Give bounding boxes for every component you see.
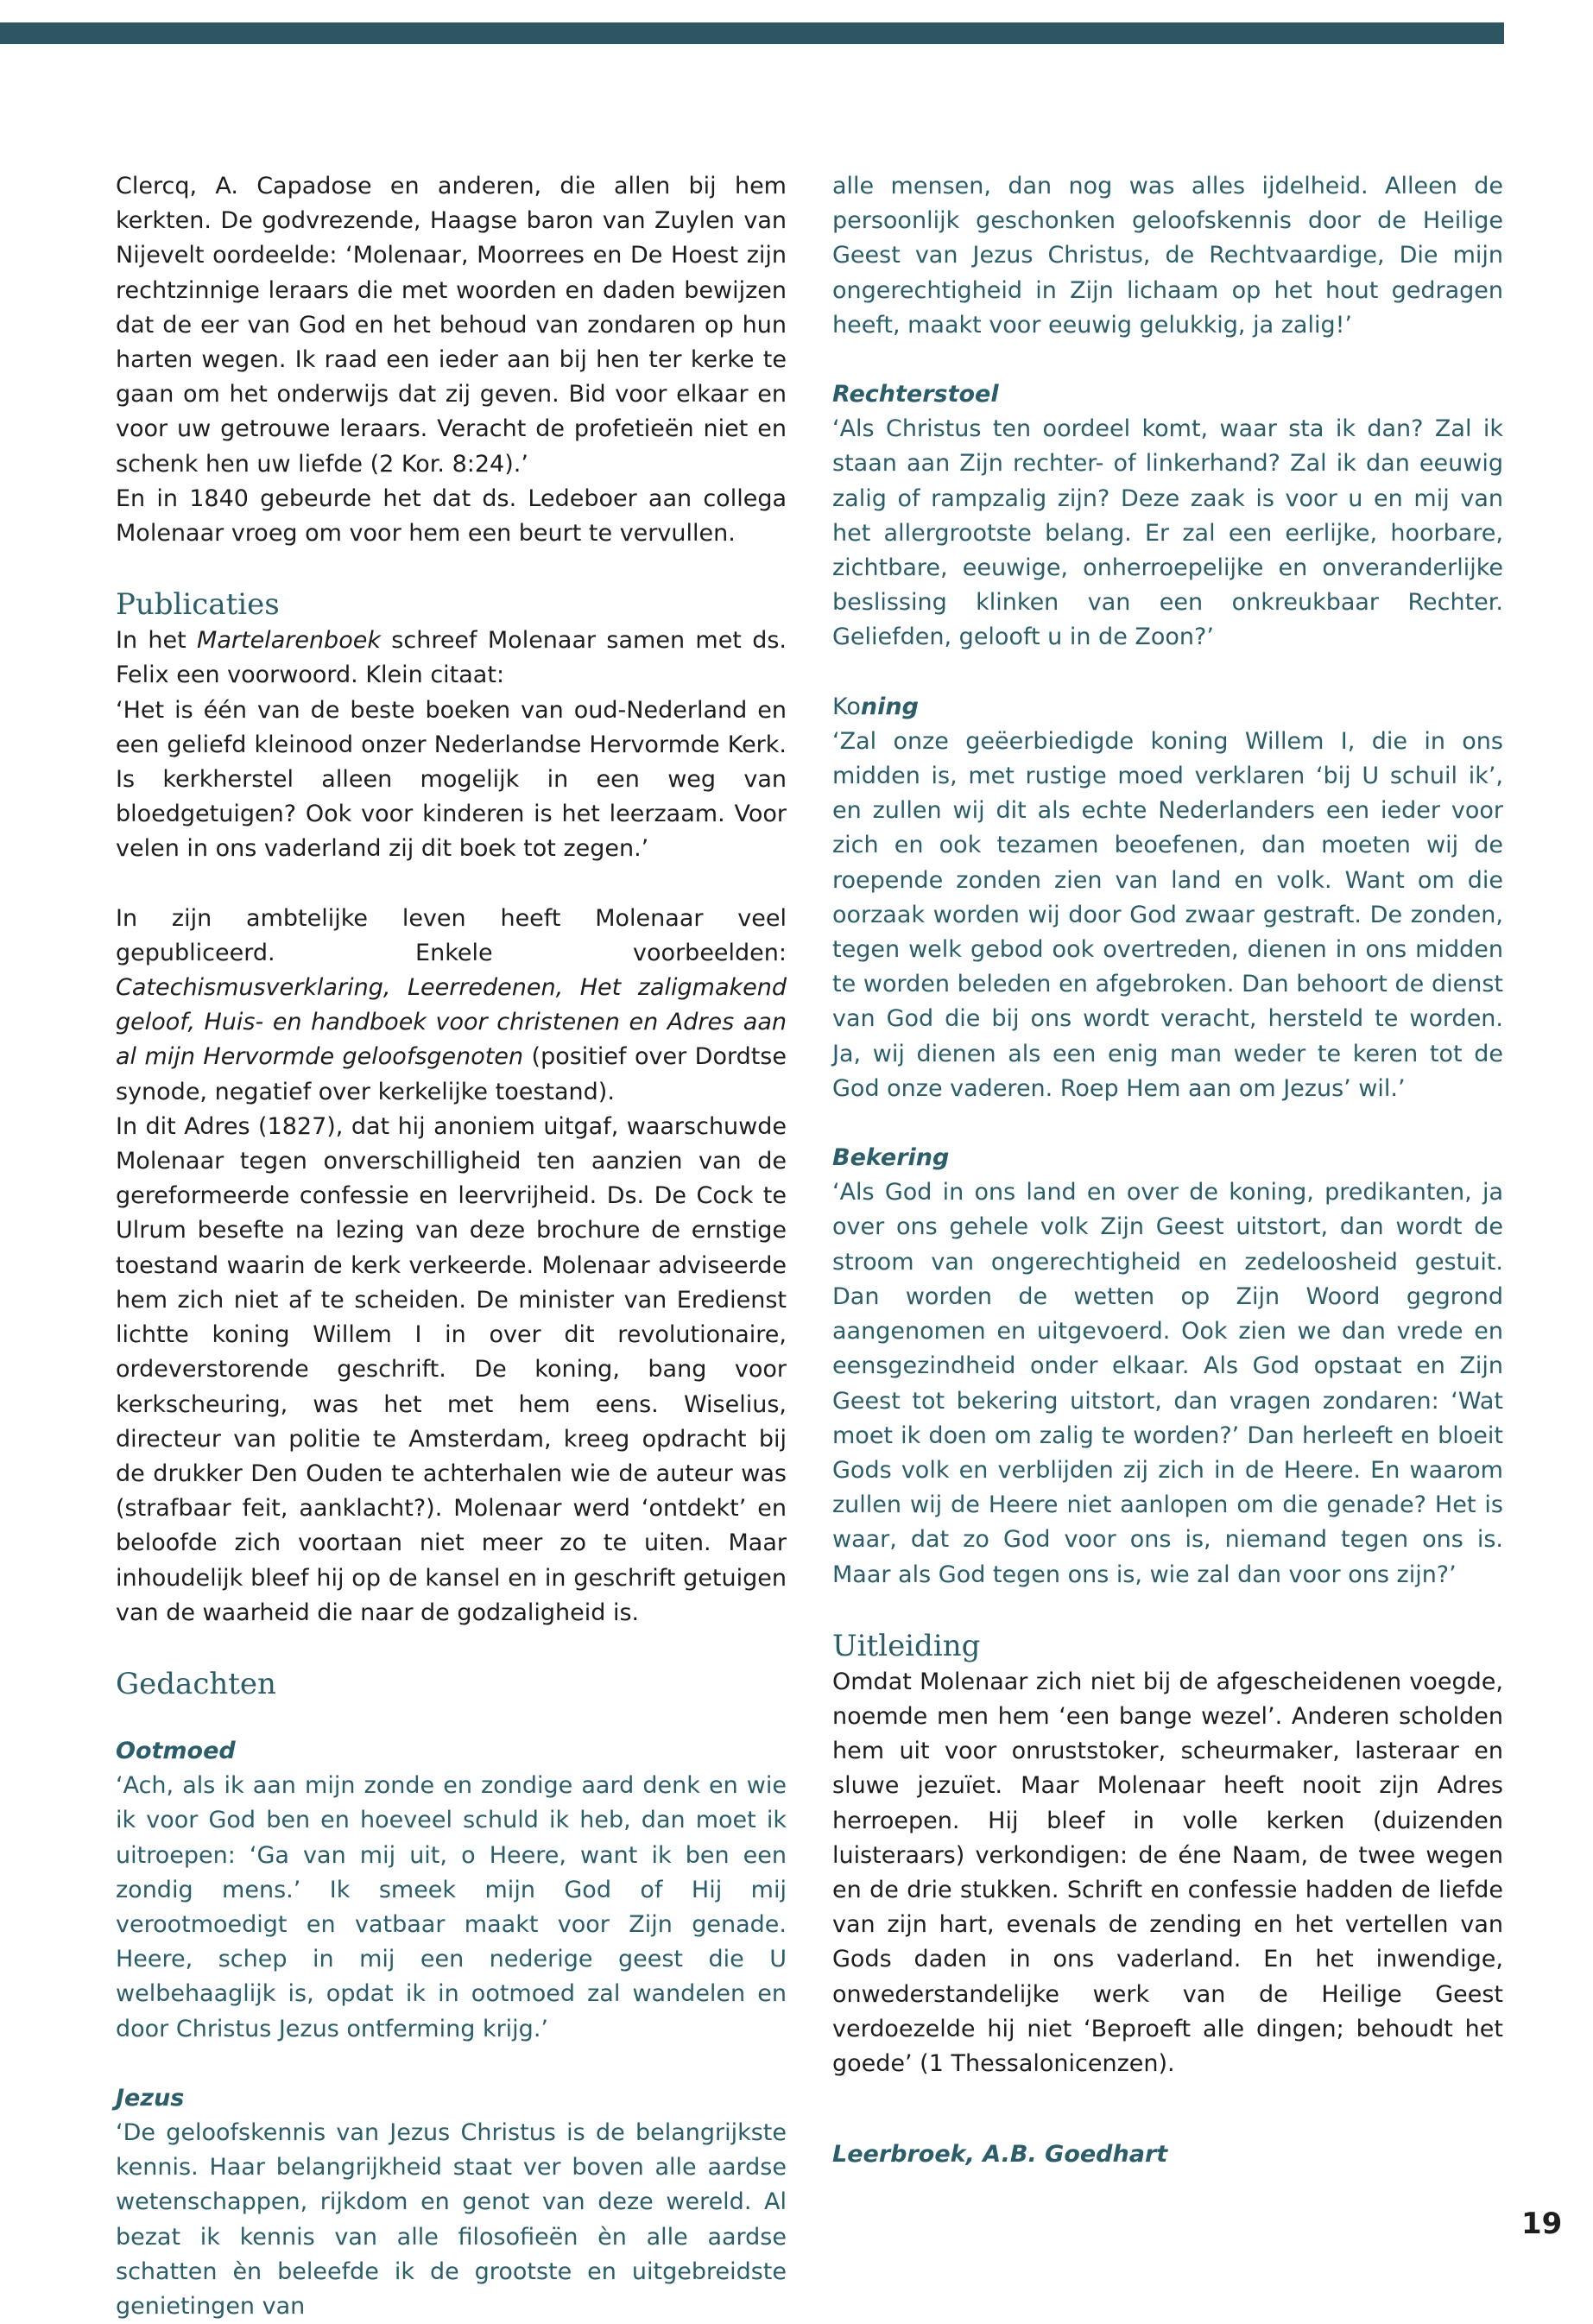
top-color-bar (0, 22, 1504, 44)
publicaties-paragraph-3: In dit Adres (1827), dat hij anoniem uitgaf, waarschuwde Molenaar tegen onverschilligheid ten aanzien van de gereformeerde confessie en leervrijheid. Ds. De Cock te Ulrum besefte na lezing van deze brochure de ernstige toestand waarin de kerk verkeerde. Molenaar adviseerde hem zich niet af te scheiden. De minister van Eredienst lichtte koning Willem I in over dit revolutionaire, ordeverstorende geschrift. De koning, bang voor kerkscheuring, was het met hem eens. Wiselius, directeur van politie te Amsterdam, kreeg opdracht bij de drukker Den Ouden te achterhalen wie de auteur was (strafbaar feit, aanklacht?). Molenaar werd ‘ontdekt’ en beloofde zich voortaan niet meer zo te uiten. Maar inhoudelijk bleef hij op de kansel en in geschrift getuigen van de waarheid die naar de godzaligheid is. (116, 1112, 787, 1626)
publicaties-paragraph-2: In zijn ambtelijke leven heeft Molenaar veel gepubliceerd. Enkele voorbeelden: Catechismusverklaring, Leerredenen, Het zaligmakend geloof, Huis- en handboek voor christenen en Adres aan al mijn Hervormde geloofsgenoten (positief over Dordtse synode, negatief over kerkelijke toestand). (116, 904, 787, 1105)
page-number: 19 (1521, 2207, 1563, 2241)
left-column (116, 169, 787, 2324)
subheading-bekering: Bekering (832, 1144, 950, 1172)
section-heading-gedachten: Gedachten (116, 1666, 276, 1701)
quote-jezus: ‘De geloofskennis van Jezus Christus is de belangrijkste kennis. Haar belangrijkheid staat ver boven alle aardse wetenschappen, rijkdom en genot van deze wereld. Al bezat ik kennis van alle filosofieën èn alle aardse schatten èn beleefde ik de grootste en uitgebreidste genietingen van (116, 2118, 787, 2320)
intro-paragraph: Clercq, A. Capadose en anderen, die allen bij hem kerkten. De godvrezende, Haagse baron van Zuylen van Nijevelt oordeelde: ‘Molenaar, Moorrees en De Hoest zijn rechtzinnige leraars die met woorden en daden bewijzen dat de eer van God en het behoud van zondaren op hun harten wegen. Ik raad een ieder aan bij hen ter kerke te gaan om het onderwijs dat zij geven. Bid voor elkaar en voor uw getrouwe leraars. Veracht de profetieën niet en schenk hen uw liefde (2 Kor. 8:24).’ (116, 173, 787, 478)
quote-koning: ‘Zal onze geëerbiedigde koning Willem I, die in ons midden is, met rustige moed verklaren ‘bij U schuil ik’, en zullen wij dit als echte Nederlanders een ieder voor zich en ook tezamen beoefenen, dan moeten wij de roepende zonden zien van land en volk. Want om die oorzaak worden wij door God zwaar gestraft. De zonden, tegen welk gebod ook overtreden, dienen in ons midden te worden beleden en afgebroken. Dan behoort de dienst van God die bij ons wordt veracht, hersteld te worden. Ja, wij dienen als een enig man weder te keren tot de God onze vaderen. Roep Hem aan om Jezus’ wil.’ (832, 727, 1503, 1102)
subheading-jezus: Jezus (116, 2084, 185, 2112)
right-column (832, 169, 1503, 2081)
quote-bekering: ‘Als God in ons land en over de koning, predikanten, ja over ons gehele volk Zijn Geest uitstort, dan wordt de stroom van ongerechtigheid en zedeloosheid gestuit. Dan worden de wetten op Zijn Woord gegrond aangenomen en uitgevoerd. Ook zien we dan vrede en eensgezindheid onder elkaar. Als God opstaat en Zijn Geest tot bekering uitstort, dan vragen zondaren: ‘Wat moet ik doen om zalig te worden?’ Dan herleeft en bloeit Gods volk en verblijden zij zich in de Heere. En waarom zullen wij de Heere niet aanlopen om die genade? Het is waar, dat zo God voor ons is, niemand tegen ons is. Maar als God tegen ons is, wie zal dan voor ons zijn?’ (832, 1179, 1503, 1588)
uitleiding-paragraph: Omdat Molenaar zich niet bij de afgescheidenen voegde, noemde men hem ‘een bange wezel’. Anderen scholden hem uit voor onruststoker, scheurmaker, lasteraar en sluwe jezuïet. Maar Molenaar heeft nooit zijn Adres herroepen. Hij bleef in volle kerken (duizenden luisteraars) verkondigen: de éne Naam, de twee wegen en de drie stukken. Schrift en confessie hadden de liefde van zijn hart, evenals de zending en het vertellen van Gods daden in ons vaderland. En het inwendige, onwederstandelijke werk van de Heilige Geest verdoezelde hij niet ‘Beproeft alle dingen; behoudt het goede’ (1 Thessalonicenzen). (832, 1668, 1503, 2077)
author-signature: Leerbroek, A.B. Goedhart (832, 2141, 1168, 2168)
book-title-martelarenboek: Martelarenboek (197, 627, 381, 655)
quote-rechterstoel: ‘Als Christus ten oordeel komt, waar sta ik dan? Zal ik staan aan Zijn rechter- of linkerhand? Zal ik dan eeuwig zalig of rampzalig zijn? Deze zaak is voor u en mij van het allergrootste belang. Er zal een eerlijke, hoorbare, zichtbare, eeuwige, onherroepelijke en onveranderlijke beslissing klinken van een onkreukbaar Rechter. Geliefden, gelooft u in de Zoon?’ (832, 415, 1503, 651)
quote-ootmoed: ‘Ach, als ik aan mijn zonde en zondige aard denk en wie ik voor God ben en hoeveel schuld ik heb, dan moet ik uitroepen: ‘Ga van mij uit, o Heere, want ik ben een zondig mens.’ Ik smeek mijn God of Hij mij verootmoedigt en vatbaar maakt voor Zijn genade. Heere, schep in mij een nederige geest die U welbehaaglijk is, opdat ik in ootmoed zal wandelen en door Christus Jezus ontferming krijg.’ (116, 1772, 787, 2042)
intro-paragraph-2: En in 1840 gebeurde het dat ds. Ledeboer aan collega Molenaar vroeg om voor hem een beurt te vervullen. (116, 484, 787, 548)
publicaties-paragraph-1: In het Martelarenboek schreef Molenaar samen met ds. Felix een voorwoord. Klein citaat: (116, 627, 787, 689)
publication-titles: Catechismusverklaring, Leerredenen, Het zaligmakend geloof, Huis- en handboek voor christenen en Adres aan al mijn Hervormde geloofsgenoten (116, 974, 787, 1071)
quote-jezus-continued: alle mensen, dan nog was alles ijdelheid. Alleen de persoonlijk geschonken geloofskennis door de Heilige Geest van Jezus Christus, de Rechtvaardige, Die mijn ongerechtigheid in Zijn lichaam op het hout gedragen heeft, maakt voor eeuwig gelukkig, ja zalig!’ (832, 173, 1503, 339)
subheading-rechterstoel: Rechterstoel (832, 381, 999, 408)
subheading-ootmoed: Ootmoed (116, 1737, 236, 1764)
section-heading-uitleiding: Uitleiding (832, 1628, 981, 1663)
section-heading-publicaties: Publicaties (116, 587, 280, 623)
publicaties-quote: ‘Het is één van de beste boeken van oud-Nederland en een geliefd kleinood onzer Nederlandse Hervormde Kerk. Is kerkherstel alleen mogelijk in een weg van bloedgetuigen? Ook voor kinderen is het leerzaam. Voor velen in ons vaderland zij dit boek tot zegen.’ (116, 696, 787, 863)
subheading-koning: Koning (832, 693, 919, 720)
